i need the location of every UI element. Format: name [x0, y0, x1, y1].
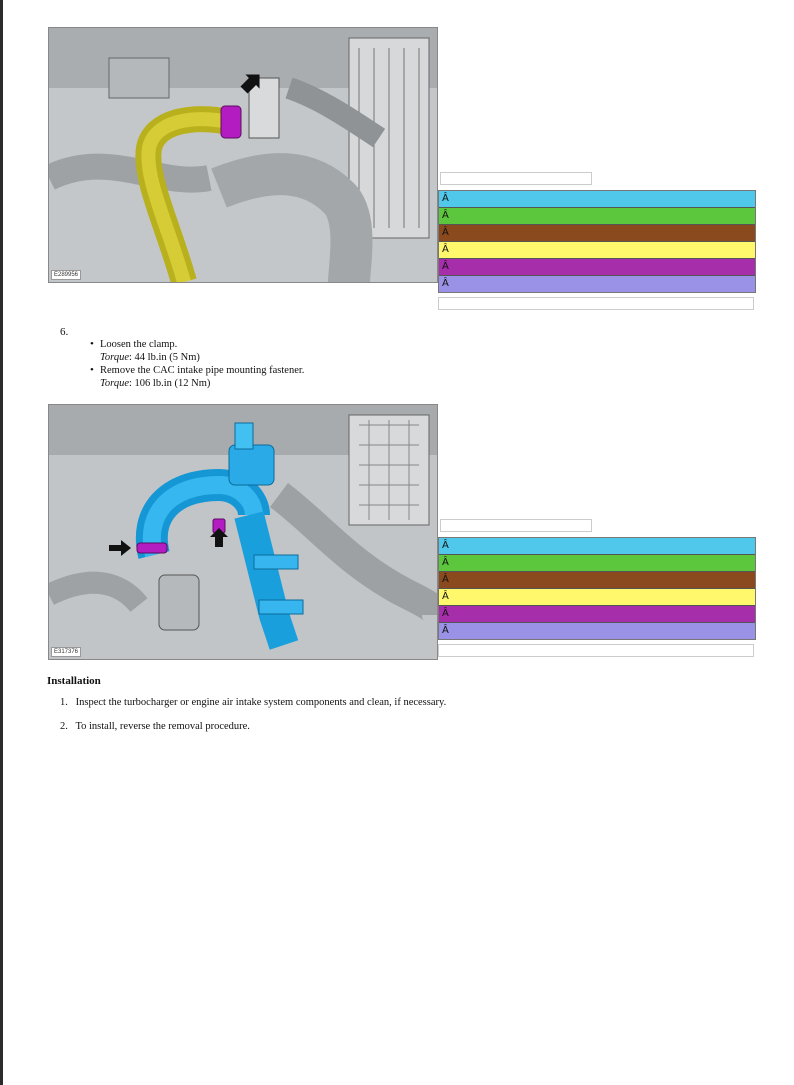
legend-row-green: Â [439, 555, 755, 572]
bullet-text: Remove the CAC intake pipe mounting fastener. [100, 365, 305, 376]
step-number: 2. [60, 721, 68, 732]
legend-row-brown: Â [439, 572, 755, 589]
engine-illustration-2 [49, 405, 437, 659]
figure-id-label: E317376 [51, 647, 81, 657]
legend-row-yellow: Â [439, 242, 755, 259]
installation-step-2 [60, 721, 250, 732]
legend-footer [438, 297, 754, 310]
legend-row-magenta: Â [439, 259, 755, 276]
torque-label: Torque [100, 378, 129, 389]
step-text: To install, reverse the removal procedure. [75, 721, 250, 732]
torque-label: Torque [100, 352, 129, 363]
legend-row-lavender: Â [439, 276, 755, 292]
step-6-bullets [90, 338, 304, 390]
legend-rows [438, 190, 756, 293]
torque-line [90, 377, 304, 390]
step-number: 6. [60, 326, 69, 338]
legend-row-yellow: Â [439, 589, 755, 606]
legend-row-cyan: Â [439, 191, 755, 208]
legend-table-1 [438, 172, 756, 310]
legend-header [440, 519, 592, 532]
legend-row-magenta: Â [439, 606, 755, 623]
torque-value: : 44 lb.in (5 Nm) [128, 352, 200, 363]
bullet-item [90, 364, 304, 377]
legend-table-2 [438, 519, 756, 657]
engine-figure-2 [48, 404, 438, 660]
engine-illustration-1 [49, 28, 437, 282]
legend-rows [438, 537, 756, 640]
legend-row-lavender: Â [439, 623, 755, 639]
legend-row-brown: Â [439, 225, 755, 242]
page-left-border [0, 0, 3, 1085]
torque-line [90, 351, 304, 364]
torque-value: : 106 lb.in (12 Nm) [128, 378, 211, 389]
legend-row-cyan: Â [439, 538, 755, 555]
legend-footer [438, 644, 754, 657]
figure-id-label: E289956 [51, 270, 81, 280]
bullet-item [90, 338, 304, 351]
bullet-text: Loosen the clamp. [100, 339, 178, 350]
engine-figure-1 [48, 27, 438, 283]
step-number: 1. [60, 697, 68, 708]
installation-heading: Installation [47, 675, 101, 687]
legend-row-green: Â [439, 208, 755, 225]
legend-header [440, 172, 592, 185]
installation-step-1 [60, 697, 446, 708]
step-text: Inspect the turbocharger or engine air intake system components and clean, if necessary. [75, 697, 447, 708]
